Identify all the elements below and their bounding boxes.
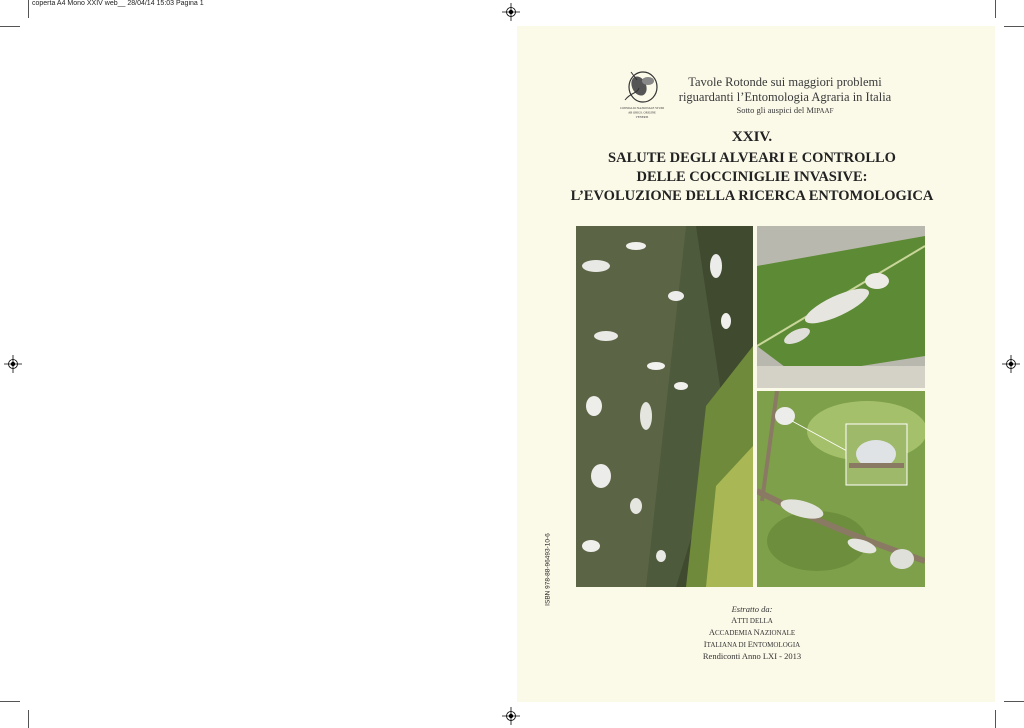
- extract-acc-rest2: AZIONALE: [759, 629, 796, 637]
- auspici-smallcaps: IPAAF: [813, 107, 834, 115]
- crop-mark-icon: [0, 26, 20, 27]
- registration-mark-icon: [4, 355, 22, 373]
- extract-rendiconti: Rendiconti Anno LXI - 2013: [702, 651, 802, 661]
- extract-italiana: [667, 639, 837, 651]
- title-line-2: DELLE COCCINIGLIE INVASIVE:: [636, 169, 868, 185]
- extract-label: Estratto da:: [731, 604, 773, 614]
- photo-leaf-cottony-scale: [757, 226, 925, 388]
- extract-ita-cap1: I: [703, 639, 707, 649]
- book-title: [557, 149, 947, 206]
- print-slug: coperta A4 Mono XXIV web__ 28/04/14 15:03 Pagina 1: [32, 0, 204, 7]
- crop-mark-icon: [1004, 26, 1024, 27]
- photo-twig-scale-insects: [757, 391, 925, 587]
- extract-acc-cap2: N: [753, 627, 760, 637]
- extract-ita-rest1: TALIANA DI: [706, 641, 748, 649]
- registration-mark-icon: [1002, 355, 1020, 373]
- title-line-1: SALUTE DEGLI ALVEARI E CONTROLLO: [608, 150, 896, 166]
- front-cover: [517, 26, 995, 702]
- extract-atti-rest: TTI DELLA: [737, 617, 773, 625]
- extract-acc-cap1: A: [708, 627, 715, 637]
- title-line-3: L’EVOLUZIONE DELLA RICERCA ENTOMOLOGICA: [570, 188, 934, 204]
- series-line-1: Tavole Rotonde sui maggiori problemi: [688, 75, 882, 89]
- series-line-2: riguardanti l’Entomologia Agraria in Italia: [678, 90, 892, 104]
- crop-mark-icon: [1004, 701, 1024, 702]
- svg-text:CONSIGLIO NAZIONALE STUDI: CONSIGLIO NAZIONALE STUDI: [620, 106, 664, 110]
- extract-accademia: [667, 627, 837, 639]
- registration-mark-icon: [502, 3, 520, 21]
- crop-mark-icon: [0, 701, 20, 702]
- extract-atti: [667, 615, 837, 627]
- registration-mark-icon: [502, 707, 520, 725]
- svg-text:AB ORIGS. ORIGINE: AB ORIGS. ORIGINE: [628, 110, 656, 115]
- series-heading: [675, 75, 895, 117]
- extract-acc-rest1: CCADEMIA: [714, 629, 754, 637]
- crop-mark-icon: [28, 710, 29, 728]
- bee-logo-icon: [617, 66, 667, 122]
- extract-block: [667, 604, 837, 662]
- auspici-line: [675, 105, 895, 117]
- crop-mark-icon: [995, 710, 996, 728]
- isbn-vertical: ISBN 978-88-96493-10-6: [544, 533, 552, 606]
- volume-number: XXIV.: [731, 129, 773, 145]
- crop-mark-icon: [995, 0, 996, 18]
- svg-text:VENERIS: VENERIS: [635, 115, 649, 119]
- auspici-prefix: Sotto gli auspici del M: [736, 105, 814, 115]
- photo-bark-scale-insects: [576, 226, 753, 587]
- crop-mark-icon: [28, 0, 29, 18]
- extract-ita-rest2: NTOMOLOGIA: [752, 641, 801, 649]
- extract-atti-cap: A: [731, 615, 738, 625]
- extract-ita-cap2: E: [747, 639, 753, 649]
